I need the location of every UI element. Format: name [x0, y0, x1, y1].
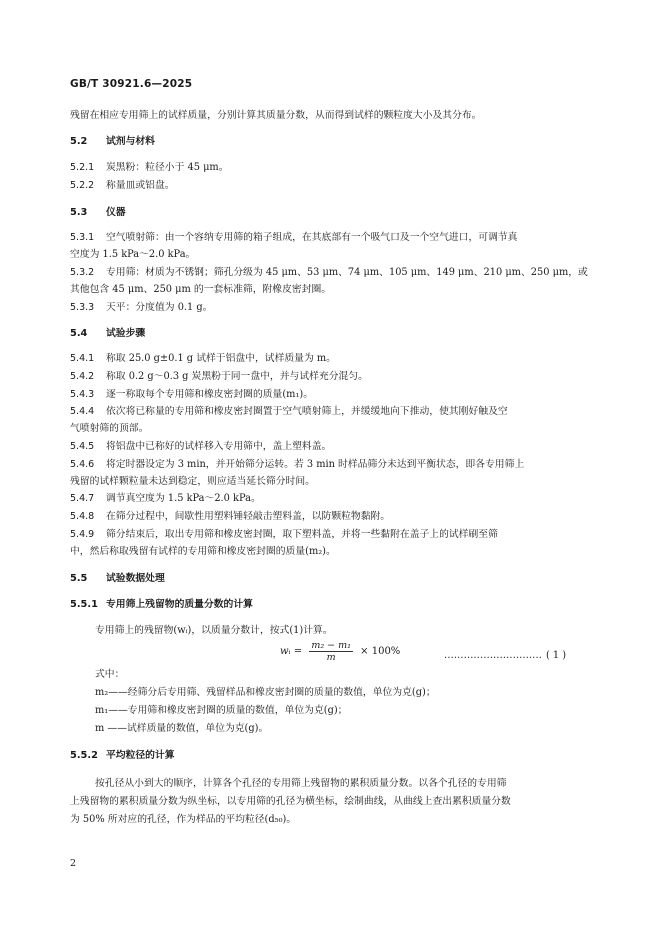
- item-5-4-5: 5.4.5 将铝盘中已称好的试样移入专用筛中，盖上塑料盖。: [70, 441, 332, 452]
- paragraph-line: 为 50% 所对应的孔径，作为样品的平均粒径(d₅₀)。: [70, 814, 297, 825]
- page-number: 2: [70, 858, 77, 869]
- item-5-3-2: 5.3.2 专用筛：材质为不锈钢；筛孔分级为 45 μm、53 μm、74 μm、105 μm、149 μm、210 μm、250 μm，或: [70, 267, 588, 278]
- item-5-3-1: 5.3.1 空气喷射筛：由一个容纳专用筛的箱子组成，在其底部有一个吸气口及一个空气进口，可调节真: [70, 232, 518, 243]
- item-5-4-4-cont: 气喷射筛的顶部。: [70, 423, 149, 434]
- formula-denominator: m: [326, 652, 336, 663]
- item-5-4-2: 5.4.2 称取 0.2 g～0.3 g 炭黑粉于同一盘中，并与试样充分混匀。: [70, 371, 368, 382]
- standard-number: GB/T 30921.6—2025: [70, 78, 193, 90]
- intro-text: 残留在相应专用筛上的试样质量，分别计算其质量分数，从而得到试样的颗粒度大小及其分布。: [70, 110, 482, 121]
- item-5-3-2-cont: 其他包含 45 μm、250 μm 的一套标准筛，附橡皮密封圈。: [70, 284, 332, 295]
- item-5-4-6-cont: 残留的试样颗粒量未达到稳定，则应适当延长筛分时间。: [70, 476, 315, 487]
- formula-times: × 100%: [360, 646, 401, 657]
- section-5-4-heading: 5.4 试验步骤: [70, 328, 146, 339]
- section-5-3-heading: 5.3 仪器: [70, 207, 126, 218]
- item-5-4-4: 5.4.4 依次将已称量的专用筛和橡皮密封圈置于空气喷射筛上，并缓缓地向下推动，使其刚好触及空: [70, 406, 508, 417]
- formula-numerator: m₂ − m₁: [311, 640, 351, 651]
- item-5-4-6: 5.4.6 将定时器设定为 3 min，并开始筛分运转。若 3 min 时样品筛分未达到平衡状态，即各专用筛上: [70, 459, 525, 470]
- formula-intro: 专用筛上的残留物(wᵢ)，以质量分数计，按式(1)计算。: [95, 625, 333, 636]
- formula-fraction: [309, 640, 353, 663]
- item-5-4-9: 5.4.9 筛分结束后，取出专用筛和橡皮密封圈，取下塑料盖，并将一些黏附在盖子上的试样刷至筛: [70, 529, 498, 540]
- item-5-4-7: 5.4.7 调节真空度为 1.5 kPa～2.0 kPa。: [70, 493, 261, 504]
- equation-number: ………………………… ( 1 ): [444, 650, 567, 661]
- item-5-4-3: 5.4.3 逐一称取每个专用筛和橡皮密封圈的质量(m₁)。: [70, 389, 314, 400]
- formula-lhs: wᵢ =: [280, 646, 303, 657]
- subsection-5-5-2-heading: 5.5.2 平均粒径的计算: [70, 750, 175, 761]
- subsection-5-5-1-heading: 5.5.1 专用筛上残留物的质量分数的计算: [70, 599, 253, 610]
- where-label: 式中：: [95, 669, 125, 680]
- variable-def: m₁——专用筛和橡皮密封圈的质量的数值，单位为克(g)；: [95, 705, 348, 716]
- item-5-3-1-cont: 空度为 1.5 kPa～2.0 kPa。: [70, 249, 196, 260]
- item-5-2-1: 5.2.1 炭黑粉：粒径小于 45 μm。: [70, 162, 229, 173]
- item-5-4-8: 5.4.8 在筛分过程中，间歇性用塑料锤轻敲击塑料盖，以防颗粒物黏附。: [70, 511, 391, 522]
- variable-def: m₂——经筛分后专用筛、残留样品和橡皮密封圈的质量的数值，单位为克(g)；: [95, 687, 436, 698]
- paragraph-line: 按孔径从小到大的顺序，计算各个孔径的专用筛上残留物的累积质量分数。以各个孔径的专用筛: [95, 778, 507, 789]
- variable-def: m ——试样质量的数值，单位为克(g)。: [95, 723, 269, 734]
- item-5-2-2: 5.2.2 称量皿或铝盘。: [70, 180, 175, 191]
- section-5-2-heading: 5.2 试剂与材料: [70, 136, 155, 147]
- paragraph-line: 上残留物的累积质量分数为纵坐标，以专用筛的孔径为横坐标，绘制曲线，从曲线上查出累积质量分数: [70, 796, 511, 807]
- item-5-3-3: 5.3.3 天平：分度值为 0.1 g。: [70, 302, 213, 313]
- section-5-5-heading: 5.5 试验数据处理: [70, 573, 165, 584]
- formula-1: [280, 640, 400, 663]
- item-5-4-9-cont: 中，然后称取残留有试样的专用筛和橡皮密封圈的质量(m₂)。: [70, 546, 336, 557]
- item-5-4-1: 5.4.1 称取 25.0 g±0.1 g 试样于铝盘中，试样质量为 m。: [70, 353, 336, 364]
